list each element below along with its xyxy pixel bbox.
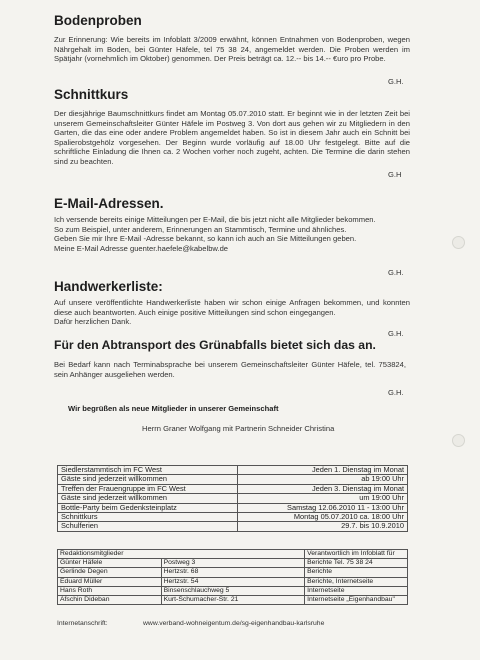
punch-hole-top <box>452 236 465 249</box>
event-description: Gäste sind jederzeit willkommen <box>58 475 238 484</box>
contact-responsibility: Internetseite <box>305 586 408 595</box>
contact-name: Hans Roth <box>58 586 162 595</box>
abtransport-text: Bei Bedarf kann nach Terminabsprache bei unserem Gemeinschaftsleiter Günter Häfele, tel. 753824, sein Anhänger ausgeliehen werden. <box>54 360 406 379</box>
contact-address: Binsenschlauchweg 5 <box>161 586 304 595</box>
contact-row <box>58 577 408 586</box>
bodenproben-text: Zur Erinnerung: Wie bereits im Infoblatt 3/2009 erwähnt, können Entnahmen von Bodenproben, wegen Nährgehalt im Boden, bei Günter Häfele, tel 75 38 24, angemeldet werden. Die Proben werden im Spätjahr (vornehmlich im Oktober) genommen. Der Preis beträgt ca. 12.-- bis 14.-- €uro pro Probe. <box>54 35 410 64</box>
contact-address: Postweg 3 <box>161 559 304 568</box>
signature-handwerker: G.H. <box>388 329 404 338</box>
contact-responsibility: Internetseite „Eigenhandbau" <box>305 596 408 605</box>
signature-bodenproben: G.H. <box>388 77 404 86</box>
footer <box>57 620 325 627</box>
event-date: Montag 05.07.2010 ca. 18:00 Uhr <box>238 513 408 522</box>
event-date: Jeden 1. Dienstag im Monat <box>238 466 408 475</box>
section-heading-abtransport: Für den Abtransport des Grünabfalls bietet sich das an. <box>54 338 376 352</box>
event-date: 29.7. bis 10.9.2010 <box>238 522 408 531</box>
contact-name: Günter Häfele <box>58 559 162 568</box>
event-row <box>58 494 408 503</box>
contact-address: Kurt-Schumacher-Str. 21 <box>161 596 304 605</box>
signature-email: G.H. <box>388 268 404 277</box>
event-description: Schulferien <box>58 522 238 531</box>
contact-responsibility: Berichte <box>305 568 408 577</box>
event-row <box>58 475 408 484</box>
new-members-names: Herrn Graner Wolfgang mit Partnerin Schneider Christina <box>142 424 335 433</box>
event-date: Jeden 3. Dienstag im Monat <box>238 484 408 493</box>
event-date: ab 19:00 Uhr <box>238 475 408 484</box>
event-description: Siedlerstammtisch im FC West <box>58 466 238 475</box>
contact-row <box>58 586 408 595</box>
punch-hole-bottom <box>452 434 465 447</box>
event-row <box>58 522 408 531</box>
welcome-line: Wir begrüßen als neue Mitglieder in unserer Gemeinschaft <box>68 404 279 413</box>
event-date: um 19:00 Uhr <box>238 494 408 503</box>
events-table <box>57 465 408 532</box>
handwerker-text <box>54 298 410 327</box>
contact-row <box>58 596 408 605</box>
contact-responsibility: Berichte, Internetseite <box>305 577 408 586</box>
contacts-table <box>57 549 408 605</box>
contact-name: Eduard Müller <box>58 577 162 586</box>
contact-name: Afschin Dideban <box>58 596 162 605</box>
schnittkurs-text: Der diesjährige Baumschnittkurs findet am Montag 05.07.2010 statt. Er beginnt wie in der letzten Zeit bei unserem Gemeinschaftsleiter Günter Häfele im Postweg 3. Von dort aus gehen wir zu Mitgliedern in den Garten, die das eine oder andere Problem angemeldet haben. So ist in diesem Jahr auch ein Schnitt bei Spalierobstgehölz vorgesehen. Der Beginn wurde vorläufig auf 18.00 Uhr festgelegt. Bitte auf die schriftliche Einladung die Ihnen ca. 2 Wochen vorher noch zugeht, achten. Die Termine die darin stehen sind zu beachten. <box>54 109 410 166</box>
event-description: Bottle-Party beim Gedenksteinplatz <box>58 503 238 512</box>
contact-row <box>58 559 408 568</box>
contact-name: Gerlinde Degen <box>58 568 162 577</box>
signature-schnittkurs: G.H <box>388 170 402 179</box>
footer-label: Internetanschrift: <box>57 620 108 627</box>
event-description: Schnittkurs <box>58 513 238 522</box>
section-heading-schnittkurs: Schnittkurs <box>54 87 129 102</box>
contact-row <box>58 568 408 577</box>
footer-url[interactable]: www.verband-wohneigentum.de/sg-eigenhandbau-karlsruhe <box>143 620 325 627</box>
email-line-3: Geben Sie mir Ihre E-Mail -Adresse bekannt, so kann ich auch an Sie Mitteilungen geben. <box>54 234 357 244</box>
contact-responsibility: Berichte Tel. 75 38 24 <box>305 559 408 568</box>
contacts-header-left: Redaktionsmitglieder <box>58 550 305 559</box>
signature-abtransport: G.H. <box>388 388 404 397</box>
contact-address: Hertzstr. 54 <box>161 577 304 586</box>
email-line-4: Meine E-Mail Adresse guenter.haefele@kabelbw.de <box>54 243 229 253</box>
contact-address: Hertzstr. 68 <box>161 568 304 577</box>
email-text <box>54 215 410 253</box>
contacts-header-row <box>58 550 408 559</box>
section-heading-email: E-Mail-Adressen. <box>54 196 164 211</box>
event-description: Gäste sind jederzeit willkommen <box>58 494 238 503</box>
handwerker-line-1: Auf unsere veröffentlichte Handwerkerliste haben wir schon einige Anfragen bekommen, und konnten diese auch beantworten. Auch einige positive Mitteilungen sind schon eingegangen. <box>54 298 410 317</box>
event-description: Treffen der Frauengruppe im FC West <box>58 484 238 493</box>
email-line-1: Ich versende bereits einige Mitteilungen per E-Mail, die bis jetzt nicht alle Mitglieder bekommen. <box>54 215 376 224</box>
handwerker-line-2: Dafür herzlichen Dank. <box>54 317 132 327</box>
contacts-header-right: Verantwortlich im Infoblatt für <box>305 550 408 559</box>
section-heading-handwerkerliste: Handwerkerliste: <box>54 279 163 294</box>
event-date: Samstag 12.06.2010 11 - 13:00 Uhr <box>238 503 408 512</box>
section-heading-bodenproben: Bodenproben <box>54 13 142 28</box>
email-line-2: So zum Beispiel, unter anderem, Erinnerungen an Stammtisch, Termine und ähnliches. <box>54 224 347 234</box>
